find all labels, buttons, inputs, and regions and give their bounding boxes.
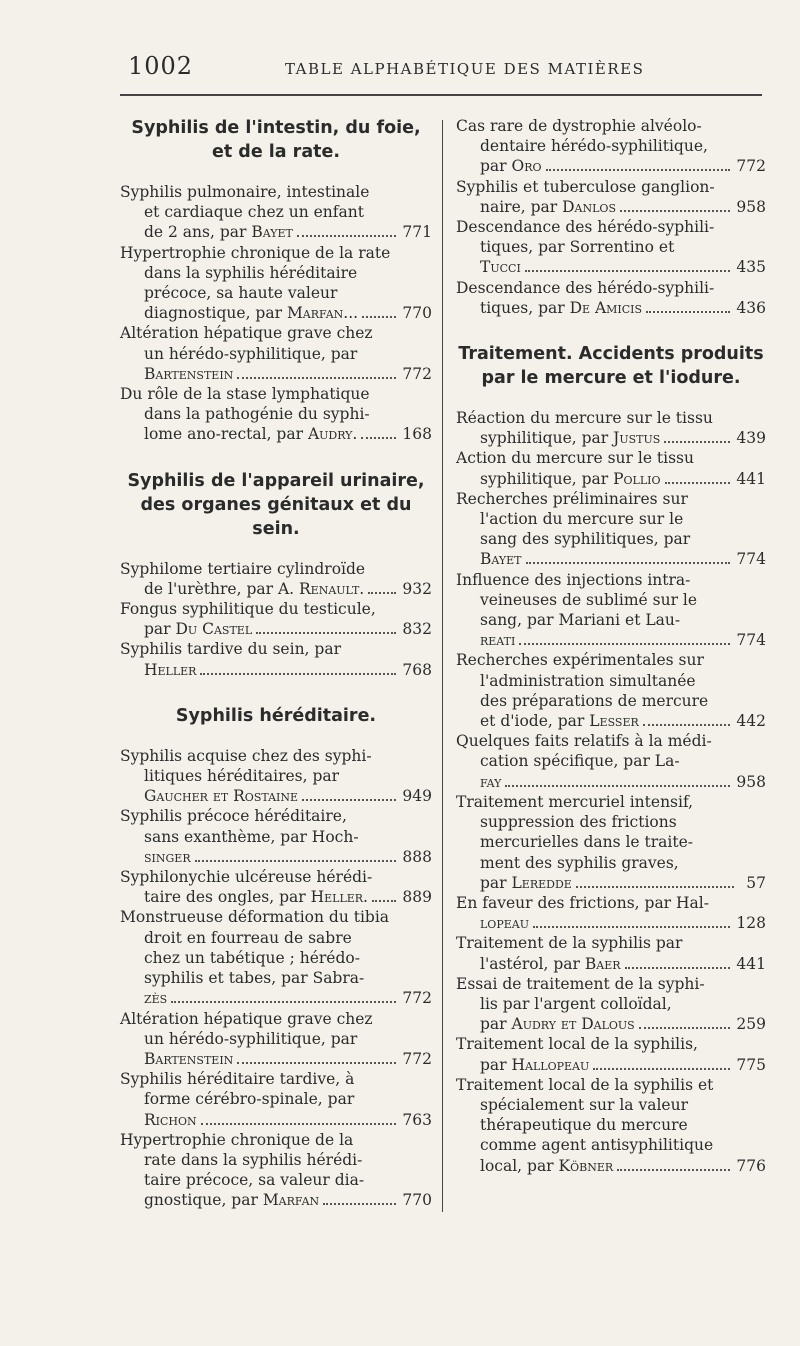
dot-leader — [625, 967, 731, 969]
dot-leader — [533, 926, 730, 928]
entry-page-number: 435 — [736, 258, 766, 277]
index-entry — [456, 570, 766, 651]
entry-text: dentaire hérédo-syphilitique, — [480, 137, 708, 156]
entry-text: cation spécifique, par La- — [480, 752, 680, 771]
entry-page-number: 772 — [402, 1049, 432, 1068]
entry-page-number: 768 — [402, 660, 432, 679]
entry-page-number: 949 — [402, 787, 432, 806]
dot-leader — [237, 377, 396, 379]
entry-page-number: 439 — [736, 429, 766, 448]
entry-tail — [144, 1049, 233, 1069]
entry-last-line — [120, 222, 432, 242]
entry-last-line — [120, 988, 432, 1008]
entry-text: En faveur des frictions, par Hal- — [456, 893, 709, 912]
entry-text: l'astérol, par — [480, 954, 585, 973]
entry-page-number: 958 — [736, 197, 766, 216]
entry-author: Justus — [613, 429, 661, 448]
entry-tail — [144, 303, 358, 323]
entry-last-line — [456, 711, 766, 731]
entry-author: Audry. — [307, 425, 358, 444]
entry-text: Du rôle de la stase lymphatique — [120, 385, 370, 404]
section-title: Syphilis de l'intestin, du foie, et de la rate. — [131, 118, 421, 162]
entry-text: Altération hépatique grave chez — [120, 1009, 373, 1028]
entry-tail — [480, 156, 542, 176]
entry-author: De Amicis — [569, 298, 643, 317]
dot-leader — [361, 437, 396, 439]
dot-leader — [593, 1068, 730, 1070]
entry-author: Bartenstein — [144, 1049, 234, 1068]
entry-last-line — [120, 847, 432, 867]
entry-last-line — [456, 873, 766, 893]
entry-tail — [144, 619, 252, 639]
entry-last-line — [120, 579, 432, 599]
index-entry — [456, 489, 766, 570]
entry-tail — [144, 222, 293, 242]
entry-last-line — [120, 424, 432, 444]
right-column — [456, 116, 766, 1176]
dot-leader — [643, 724, 731, 726]
entry-text: droit en fourreau de sabre — [144, 928, 352, 947]
entry-last-line — [120, 1110, 432, 1130]
entry-text: précoce, sa haute valeur — [144, 284, 338, 303]
entry-text: syphilitique, par — [480, 469, 614, 488]
entry-author: Heller. — [310, 888, 368, 907]
entry-author: lopeau — [480, 914, 529, 933]
entry-text: des préparations de mercure — [480, 691, 709, 710]
page-number: 1002 — [128, 52, 194, 80]
entry-text: dans la pathogénie du syphi- — [144, 405, 370, 424]
index-entry — [456, 217, 766, 278]
entry-last-line — [120, 364, 432, 384]
entry-text: Syphilis pulmonaire, intestinale — [120, 183, 370, 201]
entry-tail — [144, 988, 167, 1008]
entry-text: Influence des injections intra- — [456, 570, 691, 589]
entry-last-line — [456, 913, 766, 933]
dot-leader — [665, 482, 731, 484]
entry-tail — [144, 847, 191, 867]
entry-text: Descendance des hérédo-syphili- — [456, 278, 715, 297]
dot-leader — [302, 799, 396, 801]
entry-author: Oro — [511, 157, 542, 176]
entry-text: Traitement mercuriel intensif, — [456, 792, 694, 811]
entry-page-number: 771 — [402, 223, 432, 242]
entry-text: rate dans la syphilis hérédi- — [144, 1150, 363, 1169]
entry-page-number: 763 — [402, 1110, 432, 1129]
dot-leader — [505, 785, 730, 787]
entry-page-number: 168 — [402, 425, 432, 444]
entry-tail — [144, 579, 364, 599]
index-entry — [456, 278, 766, 318]
entry-author: Bayet — [251, 223, 293, 242]
entry-text: sans exanthème, par Hoch- — [144, 827, 359, 846]
entry-page-number: 436 — [736, 298, 766, 317]
entry-author: fay — [480, 772, 502, 791]
entry-text: veineuses de sublimé sur le — [480, 590, 698, 609]
entry-text: Syphilis héréditaire tardive, à — [120, 1070, 355, 1089]
entry-author: Du Castel — [175, 620, 253, 639]
entry-page-number: 259 — [736, 1015, 766, 1034]
entry-page-number: 57 — [746, 873, 766, 892]
entry-author: Gaucher et Rostaine — [144, 787, 299, 806]
dot-leader — [372, 900, 396, 902]
entry-tail — [144, 1110, 197, 1130]
dot-leader — [617, 1169, 730, 1171]
entry-text: Action du mercure sur le tissu — [456, 449, 694, 468]
index-entry — [120, 1069, 432, 1130]
index-entry — [120, 384, 432, 445]
entry-author: Hallopeau — [511, 1055, 590, 1074]
entry-last-line — [456, 469, 766, 489]
entry-tail — [480, 298, 642, 318]
entry-tail — [480, 1055, 589, 1075]
entry-text: taire précoce, sa valeur dia- — [144, 1171, 365, 1190]
entry-text: l'administration simultanée — [480, 671, 696, 690]
index-entry — [456, 177, 766, 217]
entry-text: Cas rare de dystrophie alvéolo- — [456, 117, 702, 135]
entry-text: syphilitique, par — [480, 429, 614, 448]
entry-tail — [480, 549, 522, 569]
entry-text: tiques, par — [480, 298, 570, 317]
entry-text: spécialement sur la valeur — [480, 1095, 688, 1114]
entry-text: de l'urèthre, par A. — [144, 579, 299, 598]
entry-page-number: 772 — [402, 364, 432, 383]
entry-tail — [480, 873, 572, 893]
running-title: TABLE ALPHABÉTIQUE DES MATIÈRES — [285, 60, 645, 78]
dot-leader — [519, 643, 730, 645]
entry-tail — [480, 257, 521, 277]
entry-tail — [480, 772, 501, 792]
entry-text: Syphilis acquise chez des syphi- — [120, 746, 372, 765]
entry-last-line — [120, 619, 432, 639]
entry-text: local, par — [480, 1156, 559, 1175]
dot-leader — [200, 673, 396, 675]
entry-text: Syphilonychie ulcéreuse hérédi- — [120, 868, 373, 887]
index-entry — [456, 1034, 766, 1074]
entry-tail — [480, 954, 621, 974]
entry-text: l'action du mercure sur le — [480, 510, 684, 529]
entry-text: naire, par — [480, 197, 563, 216]
entry-page-number: 770 — [402, 304, 432, 323]
dot-leader — [646, 311, 730, 313]
entry-text: sang, par Mariani et Lau- — [480, 611, 681, 630]
entry-author: Audry et Dalous — [511, 1015, 635, 1034]
entry-text: et cardiaque chez un enfant — [144, 203, 364, 222]
entry-text: taire des ongles, par — [144, 888, 311, 907]
entry-tail — [144, 1190, 319, 1210]
entry-page-number: 772 — [736, 157, 766, 176]
entry-text: de 2 ans, par — [144, 223, 252, 242]
entry-text: Traitement local de la syphilis, — [456, 1035, 698, 1054]
entry-last-line — [456, 298, 766, 318]
index-entry — [120, 1130, 432, 1211]
entry-text: Monstrueuse déformation du tibia — [120, 908, 390, 927]
entry-text: Altération hépatique grave chez — [120, 324, 373, 343]
dot-leader — [576, 886, 734, 888]
entry-page-number: 932 — [402, 579, 432, 598]
entry-text: Syphilis tardive du sein, par — [120, 640, 341, 659]
entry-last-line — [456, 197, 766, 217]
entry-tail — [144, 887, 368, 907]
entry-last-line — [456, 772, 766, 792]
entry-page-number: 770 — [402, 1191, 432, 1210]
entry-text: par — [480, 1055, 512, 1074]
entry-page-number: 776 — [736, 1156, 766, 1175]
entry-author: zès — [144, 989, 168, 1008]
entry-last-line — [456, 1014, 766, 1034]
entry-text: Syphilome tertiaire cylindroïde — [120, 559, 366, 578]
entry-author: Heller — [144, 660, 197, 679]
entry-page-number: 441 — [736, 954, 766, 973]
entry-tail — [144, 660, 196, 680]
entry-text: thérapeutique du mercure — [480, 1116, 688, 1135]
entry-author: Lesser — [589, 712, 639, 731]
entry-last-line — [120, 303, 432, 323]
entry-last-line — [456, 549, 766, 569]
entry-author: Bartenstein — [144, 364, 234, 383]
entry-author: Baer — [584, 954, 621, 973]
section-title: Traitement. Accidents produits par le mercure et l'iodure. — [458, 344, 764, 389]
index-entry — [456, 731, 766, 792]
section-title: Syphilis de l'appareil urinaire, des organes génitaux et du sein. — [127, 470, 425, 539]
entry-author: Marfan... — [286, 304, 359, 323]
entry-text: sang des syphilitiques, par — [480, 530, 691, 549]
entry-tail — [480, 630, 515, 650]
entry-text: par — [144, 620, 176, 639]
entry-text: Hypertrophie chronique de la — [120, 1130, 354, 1149]
index-entry — [120, 243, 432, 324]
entry-page-number: 832 — [402, 620, 432, 639]
left-column — [120, 116, 432, 1211]
dot-leader — [237, 1062, 396, 1064]
index-entry — [456, 792, 766, 893]
entry-text: comme agent antisyphilitique — [480, 1136, 714, 1155]
entry-page-number: 774 — [736, 631, 766, 650]
entry-text: suppression des frictions — [480, 813, 677, 832]
entry-author: Leredde — [511, 873, 572, 892]
index-entry — [120, 806, 432, 867]
entry-author: Danlos — [562, 197, 616, 216]
entry-text: diagnostique, par — [144, 304, 287, 323]
dot-leader — [546, 169, 731, 171]
entry-last-line — [456, 1055, 766, 1075]
entry-author: Pollio — [613, 469, 661, 488]
entry-author: Bayet — [480, 550, 522, 569]
entry-tail — [144, 364, 233, 384]
entry-text: mercurielles dans le traite- — [480, 833, 694, 852]
index-entry — [120, 746, 432, 807]
index-entry — [120, 1009, 432, 1070]
entry-tail — [480, 469, 661, 489]
entry-last-line — [456, 1156, 766, 1176]
entry-text: chez un tabétique ; hérédo- — [144, 948, 360, 967]
index-entry — [120, 907, 432, 1008]
entry-page-number: 958 — [736, 772, 766, 791]
entry-text: Hypertrophie chronique de la rate — [120, 243, 391, 262]
entry-author: reati — [480, 631, 516, 650]
section-title: Syphilis héréditaire. — [175, 705, 377, 726]
dot-leader — [526, 562, 731, 564]
entry-text: un hérédo-syphilitique, par — [144, 344, 358, 363]
entry-tail — [480, 197, 616, 217]
entry-author: Renault. — [299, 579, 365, 598]
index-entry — [120, 559, 432, 599]
entry-text: par — [480, 873, 512, 892]
dot-leader — [256, 632, 396, 634]
index-entry — [456, 448, 766, 488]
entry-text: un hérédo-syphilitique, par — [144, 1029, 358, 1048]
entry-text: Recherches expérimentales sur — [456, 651, 704, 670]
entry-text: litiques héréditaires, par — [144, 767, 340, 786]
entry-page-number: 889 — [402, 888, 432, 907]
dot-leader — [639, 1027, 731, 1029]
entry-tail — [144, 786, 298, 806]
entry-last-line — [120, 786, 432, 806]
index-entry — [456, 974, 766, 1035]
entry-last-line — [120, 1190, 432, 1210]
entry-last-line — [456, 954, 766, 974]
index-entry — [120, 599, 432, 639]
entry-author: singer — [144, 847, 191, 866]
entry-text: Réaction du mercure sur le tissu — [456, 409, 713, 428]
entry-text: lis par l'argent colloïdal, — [480, 994, 672, 1013]
entry-tail — [480, 428, 660, 448]
entry-text: lome ano-rectal, par — [144, 425, 308, 444]
entry-text: tiques, par Sorrentino et — [480, 238, 675, 257]
entry-text: Syphilis et tuberculose ganglion- — [456, 177, 715, 196]
entry-last-line — [456, 156, 766, 176]
entry-text: forme cérébro-spinale, par — [144, 1090, 355, 1109]
index-entry — [456, 893, 766, 933]
entry-tail — [480, 1014, 635, 1034]
dot-leader — [368, 592, 396, 594]
index-entry — [456, 650, 766, 731]
index-entry — [456, 116, 766, 177]
entry-page-number: 888 — [402, 847, 432, 866]
dot-leader — [664, 441, 730, 443]
entry-page-number: 128 — [736, 914, 766, 933]
dot-leader — [201, 1123, 397, 1125]
dot-leader — [297, 235, 397, 237]
dot-leader — [620, 210, 730, 212]
entry-text: Syphilis précoce héréditaire, — [120, 807, 347, 826]
entry-last-line — [456, 428, 766, 448]
index-entry — [456, 933, 766, 973]
index-entry — [456, 408, 766, 448]
entry-tail — [480, 1156, 613, 1176]
entry-last-line — [456, 630, 766, 650]
entry-text: Traitement local de la syphilis et — [456, 1075, 714, 1094]
index-entry — [120, 867, 432, 907]
dot-leader — [525, 270, 731, 272]
header-rule — [120, 94, 762, 96]
index-entry — [120, 639, 432, 679]
entry-page-number: 775 — [736, 1055, 766, 1074]
entry-text: Quelques faits relatifs à la médi- — [456, 732, 712, 751]
entry-author: Richon — [144, 1110, 197, 1129]
dot-leader — [362, 316, 396, 318]
entry-text: Essai de traitement de la syphi- — [456, 974, 705, 993]
entry-text: dans la syphilis héréditaire — [144, 263, 358, 282]
index-entry — [120, 323, 432, 384]
entry-tail — [480, 913, 529, 933]
index-entry — [120, 182, 432, 243]
entry-author: Köbner — [558, 1156, 614, 1175]
entry-page-number: 441 — [736, 469, 766, 488]
index-entry — [456, 1075, 766, 1176]
entry-author: Marfan — [262, 1191, 320, 1210]
entry-text: syphilis et tabes, par Sabra- — [144, 969, 365, 988]
entry-tail — [480, 711, 639, 731]
entry-last-line — [120, 1049, 432, 1069]
entry-author: Tucci — [480, 258, 521, 277]
column-divider — [442, 120, 443, 1212]
dot-leader — [171, 1001, 396, 1003]
entry-text: Fongus syphilitique du testicule, — [120, 600, 376, 619]
entry-text: ment des syphilis graves, — [480, 853, 679, 872]
entry-page-number: 772 — [402, 989, 432, 1008]
entry-text: par — [480, 1015, 512, 1034]
entry-last-line — [456, 257, 766, 277]
entry-text: Traitement de la syphilis par — [456, 934, 683, 953]
entry-text: Descendance des hérédo-syphili- — [456, 218, 715, 237]
entry-last-line — [120, 660, 432, 680]
dot-leader — [323, 1203, 396, 1205]
entry-text: par — [480, 157, 512, 176]
entry-page-number: 774 — [736, 550, 766, 569]
dot-leader — [195, 860, 397, 862]
entry-text: Recherches préliminaires sur — [456, 489, 688, 508]
entry-text: gnostique, par — [144, 1191, 263, 1210]
entry-last-line — [120, 887, 432, 907]
entry-page-number: 442 — [736, 712, 766, 731]
entry-tail — [144, 424, 357, 444]
entry-text: et d'iode, par — [480, 712, 590, 731]
